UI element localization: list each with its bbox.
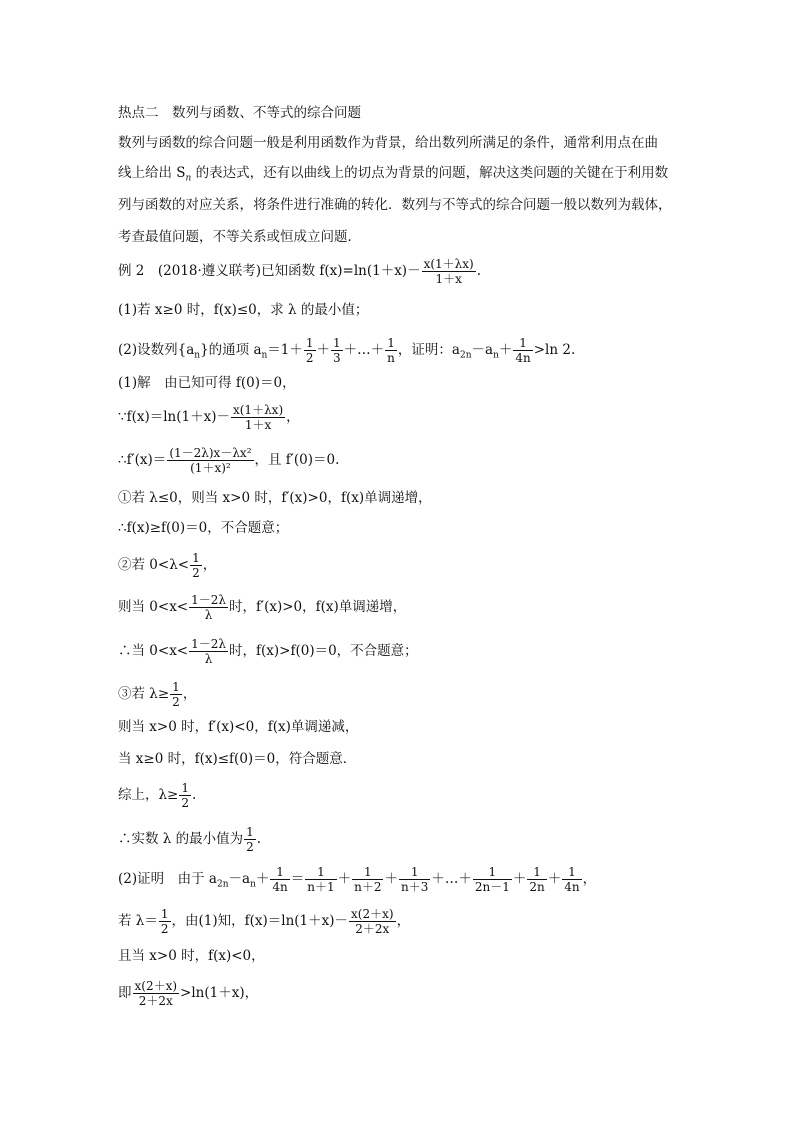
intro-line-3: 列与函数的对应关系，将条件进行准确的转化．数列与不等式的综合问题一般以数列为载体， — [118, 197, 672, 213]
section-title: 热点二 数列与函数、不等式的综合问题 — [118, 105, 361, 121]
intro-line-2: 线上给出 $S_n$ 的表达式，还有以曲线上的切点为背景的问题，解决这类问题的关键在于利用数 — [118, 165, 669, 184]
question-1: (1)若 x≥0 时，f(x)≤0，求 λ 的最小值； — [118, 302, 369, 318]
fraction: $\frac{x(1+\lambda x)}{1+x}$ — [423, 257, 474, 286]
solution-line-12: 综上，λ≥ $\frac{1}{2}$ . — [118, 781, 197, 810]
question-2: (2)设数列$\{a_n\}$的通项 $a_n=1+$ $\frac{1}{2}$ ＋ $\frac{1}{3}$ ＋…＋ $\frac{1}{n}$ ，证明：$a_{2n}-a_n+$ $\frac{1}{4n}$ >ln 2. — [118, 336, 576, 365]
solution-line-8: ∴当 0<x< $\frac{1-2\lambda}{\lambda}$ 时，f(x)>f(0)＝0，不合题意； — [118, 637, 418, 666]
solution-line-6: ②若 0<λ< $\frac{1}{2}$ ， — [118, 551, 217, 580]
example-statement: 例 2 (2018·遵义联考)已知函数 f(x)=ln(1＋x)－ $\frac{x(1+\lambda x)}{1+x}$ . — [118, 257, 482, 286]
solution-line-2: ∵f(x)＝ln(1＋x)－ $\frac{x(1+\lambda x)}{1+x}$ ， — [118, 403, 300, 432]
solution-line-7: 则当 0<x< $\frac{1-2\lambda}{\lambda}$ 时，f′(x)>0，f(x)单调递增， — [118, 593, 407, 622]
intro-line-4: 考查最值问题，不等关系或恒成立问题． — [118, 229, 361, 245]
solution-line-17: 即 $\frac{x(2+x)}{2+2x}$ >ln(1＋x)， — [118, 979, 259, 1008]
solution-line-5: ∴f(x)≥f(0)＝0，不合题意； — [118, 520, 289, 536]
intro-line-1: 数列与函数的综合问题一般是利用函数作为背景，给出数列所满足的条件，通常利用点在曲 — [118, 135, 658, 151]
solution-line-10: 则当 x>0 时，f′(x)<0，f(x)单调递减， — [118, 719, 359, 735]
solution-line-14: (2)证明 由于 $a_{2n}-a_n+$ $\frac{1}{4n}$ ＝ $\frac{1}{n+1}$ ＋ $\frac{1}{n+2}$ ＋ $\frac{1}{n+3}$ ＋…＋ $\frac{1}{2n-1}$ ＋ $\frac{1}{2n}$ ＋ $\frac{1}{4n}$ ， — [118, 865, 597, 894]
solution-line-3: ∴f′(x)＝ $\frac{\text{(1－2λ)x－λx²}}{\text{(1＋x)²}}$ ，且 f′(0)＝0. — [118, 446, 340, 475]
solution-line-11: 当 x≥0 时，f(x)≤f(0)＝0，符合题意． — [118, 751, 357, 767]
solution-line-4: ①若 λ≤0，则当 x>0 时，f′(x)>0，f(x)单调递增， — [118, 490, 432, 506]
solution-line-13: ∴实数 λ 的最小值为 $\frac{1}{2}$ . — [118, 825, 262, 854]
solution-line-16: 且当 x>0 时，f(x)<0， — [118, 948, 265, 964]
solution-line-9: ③若 λ≥ $\frac{1}{2}$ ， — [118, 680, 197, 709]
solution-line-1: (1)解 由已知可得 f(0)＝0， — [118, 375, 296, 391]
solution-line-15: 若 λ＝ $\frac{1}{2}$ ，由(1)知，f(x)＝ln(1＋x)－ $\frac{x(2+x)}{2+2x}$ ， — [118, 907, 411, 936]
